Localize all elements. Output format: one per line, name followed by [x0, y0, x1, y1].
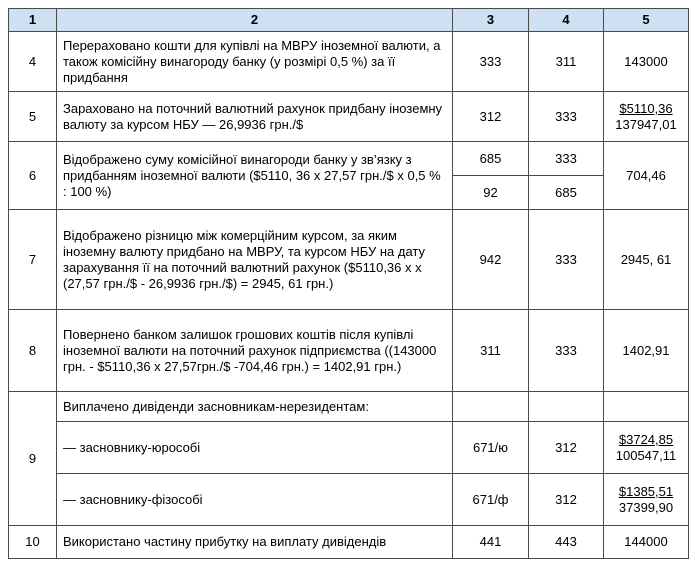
header-col-1: 1	[9, 9, 57, 32]
amount	[604, 474, 689, 526]
debit-account: 685	[453, 142, 529, 176]
header-col-3: 3	[453, 9, 529, 32]
amount-uah: 37399,90	[618, 499, 674, 515]
row-description: Повернено банком залишок грошових коштів після купівлі іноземної валюти на поточний рахунок підприємства ((143000 грн. - $5110,36 х 27,57грн./$ -704,46 грн.) = 1402,91 грн.)	[57, 310, 453, 392]
debit-account: 312	[453, 92, 529, 142]
row-number: 4	[9, 32, 57, 92]
amount	[604, 422, 689, 474]
table-row	[9, 210, 689, 310]
amount: 704,46	[604, 142, 689, 210]
row-number: 7	[9, 210, 57, 310]
header-col-4: 4	[529, 9, 604, 32]
header-col-5: 5	[604, 9, 689, 32]
amount-currency: $1385,51	[618, 483, 674, 499]
amount: 1402,91	[604, 310, 689, 392]
amount: 143000	[604, 32, 689, 92]
row-number: 5	[9, 92, 57, 142]
row-number: 6	[9, 142, 57, 210]
debit-account: 942	[453, 210, 529, 310]
header-col-2: 2	[57, 9, 453, 32]
table-row	[9, 474, 689, 526]
row-description: — засновнику-фізособі	[57, 474, 453, 526]
row-number: 8	[9, 310, 57, 392]
amount-currency: $5110,36	[619, 100, 673, 116]
credit-account: 311	[529, 32, 604, 92]
credit-account: 333	[529, 310, 604, 392]
row-description: — засновнику-юрособі	[57, 422, 453, 474]
row-description: Перераховано кошти для купівлі на МВРУ іноземної валюти, а також комісійну винагороду банку (у розмірі 0,5 %) за її придбання	[57, 32, 453, 92]
table-row	[9, 392, 689, 422]
header-row	[9, 9, 689, 32]
credit-account: 312	[529, 474, 604, 526]
table-row	[9, 526, 689, 559]
empty-cell	[604, 392, 689, 422]
table-row	[9, 32, 689, 92]
table-row	[9, 142, 689, 176]
row-description: Відображено різницю між комерційним курсом, за яким іноземну валюту придбано на МВРУ, та курсом НБУ на дату зарахування її на поточний валютний рахунок ($5110,36 х х (27,57 грн./$ - 26,9936 грн./$) = 2945, 61 грн.)	[57, 210, 453, 310]
row-description: Використано частину прибутку на виплату дивідендів	[57, 526, 453, 559]
amount-currency: $3724,85	[618, 431, 674, 447]
debit-account: 311	[453, 310, 529, 392]
credit-account: 333	[529, 92, 604, 142]
debit-account: 333	[453, 32, 529, 92]
amount: 144000	[604, 526, 689, 559]
empty-cell	[453, 392, 529, 422]
row-description: Зараховано на поточний валютний рахунок придбану іноземну валюту за курсом НБУ — 26,9936 грн./$	[57, 92, 453, 142]
debit-account: 92	[453, 176, 529, 210]
amount	[604, 92, 689, 142]
empty-cell	[529, 392, 604, 422]
amount-uah: 100547,11	[615, 447, 677, 463]
credit-account: 685	[529, 176, 604, 210]
table-row	[9, 310, 689, 392]
credit-account: 333	[529, 210, 604, 310]
credit-account: 312	[529, 422, 604, 474]
credit-account: 443	[529, 526, 604, 559]
amount: 2945, 61	[604, 210, 689, 310]
amount-uah: 137947,01	[615, 116, 677, 132]
row-description: Виплачено дивіденди засновникам-нерезидентам:	[57, 392, 453, 422]
debit-account: 671/ю	[453, 422, 529, 474]
row-number: 10	[9, 526, 57, 559]
debit-account: 671/ф	[453, 474, 529, 526]
ledger-table	[8, 8, 689, 559]
row-number: 9	[9, 392, 57, 526]
table-row	[9, 92, 689, 142]
credit-account: 333	[529, 142, 604, 176]
table-row	[9, 422, 689, 474]
debit-account: 441	[453, 526, 529, 559]
row-description: Відображено суму комісійної винагороди банку у зв’язку з придбанням іноземної валюти ($5110, 36 х 27,57 грн./$ х 0,5 % : 100 %)	[57, 142, 453, 210]
